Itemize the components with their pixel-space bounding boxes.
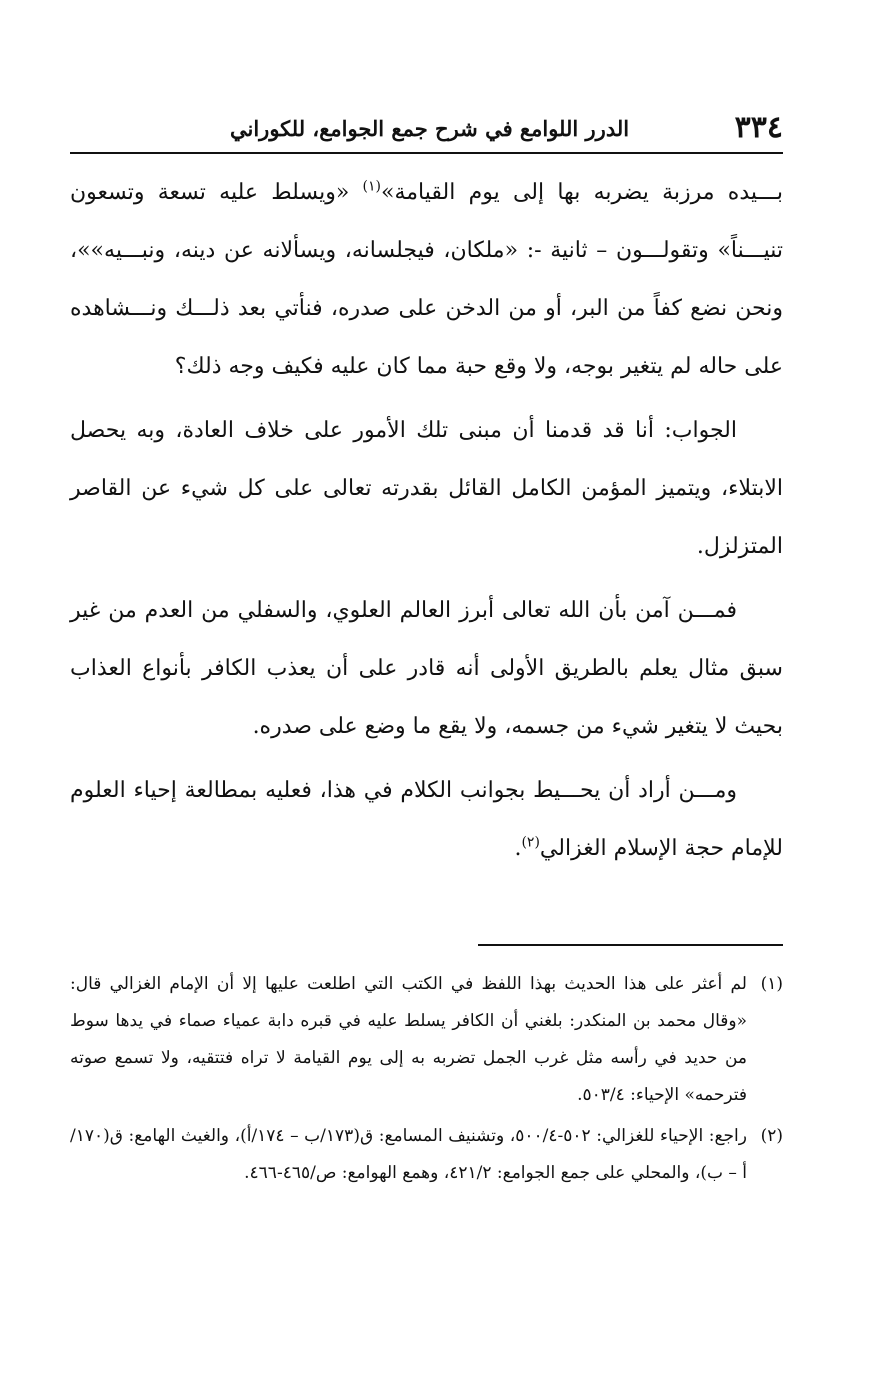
footnotes	[70, 966, 783, 1196]
paragraph-reference	[70, 762, 783, 878]
paragraph-answer: الجواب: أنا قد قدمنا أن مبنى تلك الأمور على خلاف العادة، وبه يحصل الابتلاء، ويتميز المؤمن الكامل القائل بقدرته تعالى على كل شيء عن القاصر المتزلزل.	[70, 418, 783, 559]
footnote-text: لم أعثر على هذا الحديث بهذا اللفظ في الكتب التي اطلعت عليها إلا أن الإمام الغزالي قال: «وقال محمد بن المنكدر: بلغني أن الكافر يسلط عليه في قبره دابة عمياء صماء في يدها سوط من حديد في رأسه مثل غرب الجمل تضربه به إلى يوم القيامة لا تراه فتتقيه، ولا تسمع صوته فترحمه» الإحياء: ٥٠٣/٤.	[70, 974, 747, 1105]
header-divider	[70, 152, 783, 154]
page-header	[70, 108, 783, 148]
footnote-marker: (٢)	[760, 1126, 783, 1146]
paragraph-text: ومـــن أراد أن يحـــيط بجوانب الكلام في هذا، فعليه بمطالعة إحياء العلوم للإمام حجة الإسلام الغزالي	[70, 778, 783, 861]
page-number: ٣٣٤	[734, 110, 783, 145]
footnote-marker: (١)	[760, 974, 783, 994]
footnote-divider	[478, 944, 783, 946]
paragraph-belief: فمـــن آمن بأن الله تعالى أبرز العالم العلوي، والسفلي من العدم من غير سبق مثال يعلم بالطريق الأولى أنه قادر على أن يعذب الكافر بأنواع العذاب بحيث لا يتغير شيء من جسمه، ولا يقع ما وضع على صدره.	[70, 598, 783, 739]
footnote	[70, 1118, 783, 1192]
paragraph-question	[70, 164, 783, 396]
paragraph-text: «ويسلط عليه تسعة وتسعون تنيـــناً» وتقولـــون – ثانية -: «ملكان، فيجلسانه، ويسألانه عن دينه، ونبـــيه»»، ونحن نضع كفاً من البر، أو من الدخن على صدره، فنأتي بعد ذلـــك ونـــشاهده على حاله لم يتغير بوجه، ولا وقع حبة مما كان عليه فكيف وجه ذلك؟	[70, 180, 783, 379]
paragraph-text: .	[514, 836, 522, 861]
running-title: الدرر اللوامع في شرح جمع الجوامع، للكوراني	[230, 116, 630, 141]
footnote-reference[interactable]: (١)	[362, 178, 381, 195]
footnote-reference[interactable]: (٢)	[521, 834, 540, 851]
main-text	[70, 164, 783, 878]
footnote	[70, 966, 783, 1114]
footnote-text: راجع: الإحياء للغزالي: ٥٠٢-٥٠٠/٤، وتشنيف المسامع: ق(١٧٣/ب – ١٧٤/أ)، والغيث الهامع: ق(١٧٠/أ – ب)، والمحلي على جمع الجوامع: ٤٢١/٢، وهمع الهوامع: ص/٤٦٥-٤٦٦.	[70, 1126, 747, 1183]
paragraph-text: بـــيده مرزبة يضربه بها إلى يوم القيامة»	[381, 180, 783, 205]
